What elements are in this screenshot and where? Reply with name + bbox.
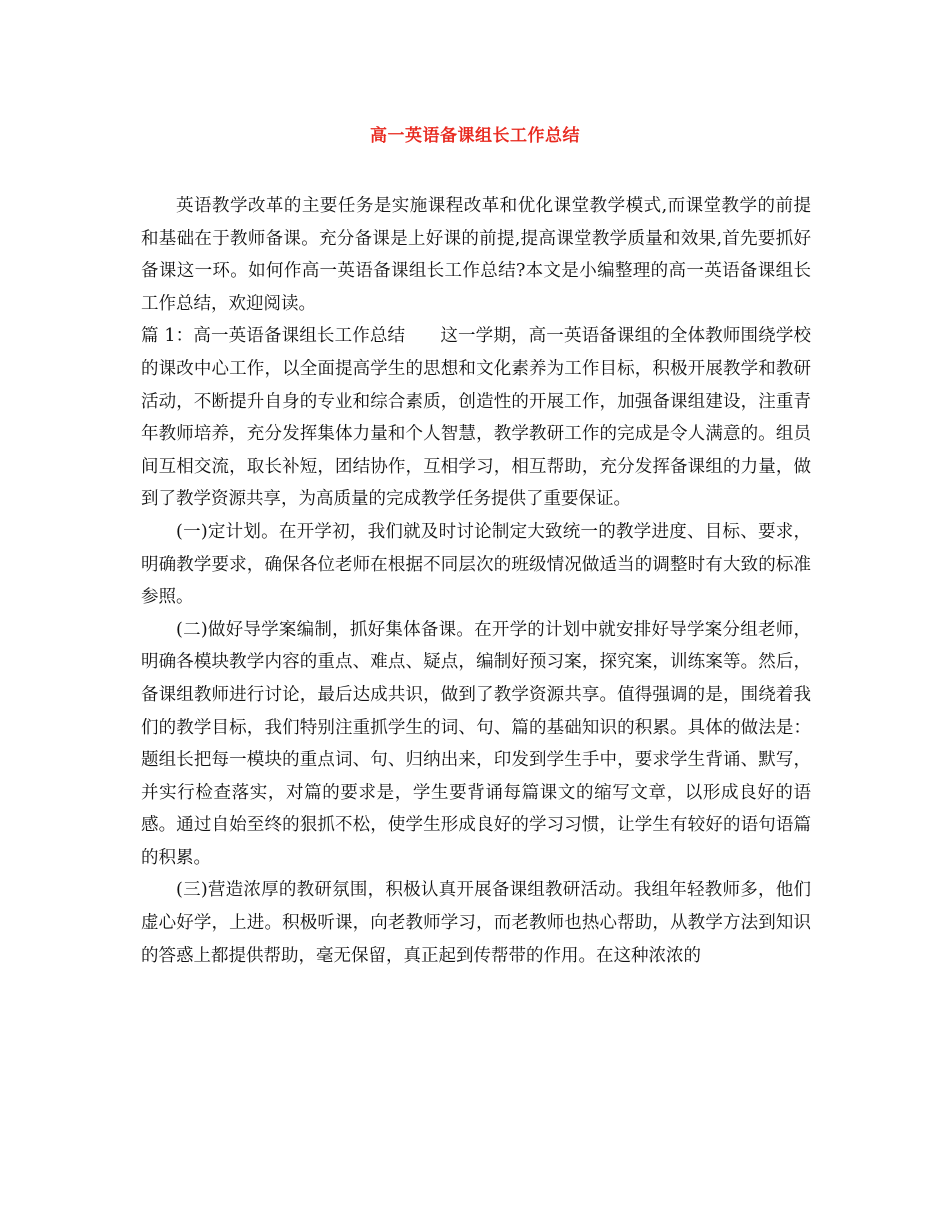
section-body: 这一学期，高一英语备课组的全体教师围绕学校的课改中心工作，以全面提高学生的思想和文化素养为工作目标，积极开展教学和教研活动，不断提升自身的专业和综合素质，创造性的开展工作，加强备课组建设，注重青年教师培养，充分发挥集体力量和个人智慧，教学教研工作的完成是令人满意的。组员间互相交流，取长补短，团结协作，互相学习，相互帮助，充分发挥备课组的力量，做到了教学资源共享，为高质量的完成教学任务提供了重要保证。 xyxy=(141,326,811,510)
document-title: 高一英语备课组长工作总结 xyxy=(370,126,580,146)
intro-paragraph: 英语教学改革的主要任务是实施课程改革和优化课堂教学模式,而课堂教学的前提和基础在于教师备课。充分备课是上好课的前提,提高课堂教学质量和效果,首先要抓好备课这一环。如何作高一英语备课组长工作总结?本文是小编整理的高一英语备课组长工作总结，欢迎阅读。 xyxy=(141,196,811,314)
point-1-paragraph: (一)定计划。在开学初，我们就及时讨论制定大致统一的教学进度、目标、要求，明确教学要求，确保各位老师在根据不同层次的班级情况做适当的调整时有大致的标准参照。 xyxy=(141,521,811,608)
section-heading: 篇 1：高一英语备课组长工作总结 xyxy=(141,326,406,347)
document-body xyxy=(141,190,811,972)
section-paragraph xyxy=(141,320,811,516)
point-3-paragraph: (三)营造浓厚的教研氛围，积极认真开展备课组教研活动。我组年轻教师多，他们虚心好学，上进。积极听课，向老教师学习，而老教师也热心帮助，从教学方法到知识的答惑上都提供帮助，毫无保留，真正起到传帮带的作用。在这种浓浓的 xyxy=(141,880,811,966)
point-2-paragraph: (二)做好导学案编制，抓好集体备课。在开学的计划中就安排好导学案分组老师，明确各模块教学内容的重点、难点、疑点，编制好预习案，探究案，训练案等。然后，备课组教师进行讨论，最后达成共识，做到了教学资源共享。值得强调的是，围绕着我们的教学目标，我们特别注重抓学生的词、句、篇的基础知识的积累。具体的做法是：题组长把每一模块的重点词、句、归纳出来，印发到学生手中，要求学生背诵、默写，并实行检查落实，对篇的要求是，学生要背诵每篇课文的缩写文章，以形成良好的语感。通过自始至终的狠抓不松，使学生形成良好的学习习惯，让学生有较好的语句语篇的积累。 xyxy=(141,619,811,868)
